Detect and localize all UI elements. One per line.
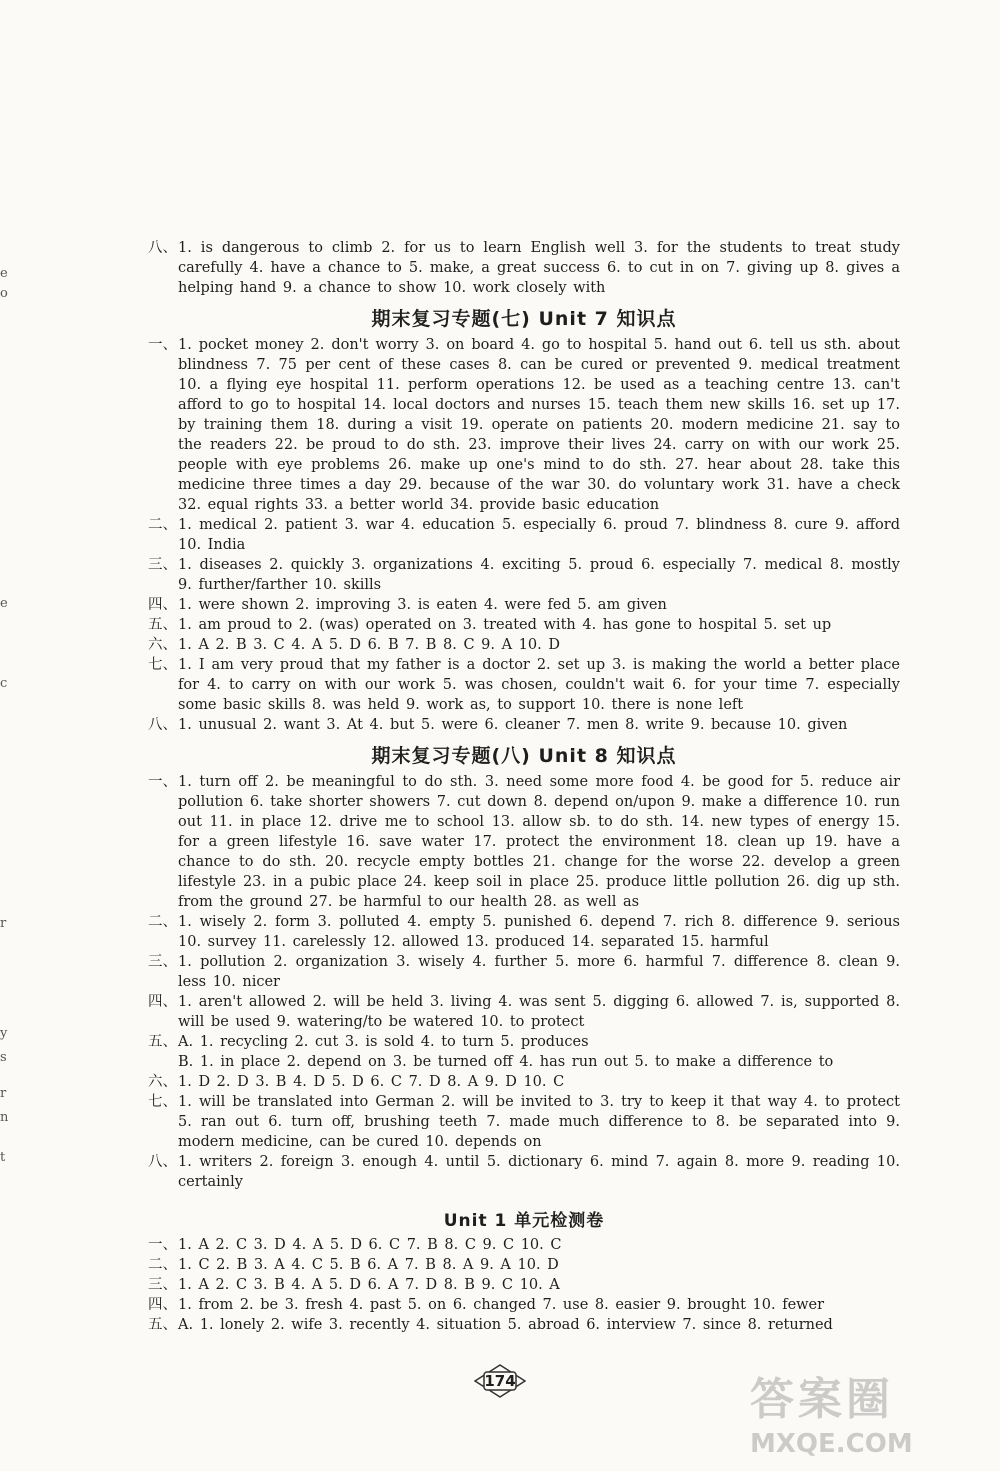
answer-block (148, 555, 900, 595)
watermark-url: MXQE.COM (750, 1429, 913, 1459)
answer-text: 1. unusual 2. want 3. At 4. but 5. were 6. cleaner 7. men 8. write 9. because 10. given (178, 717, 848, 733)
margin-char: e (0, 596, 8, 611)
section-title: 期末复习专题(七) Unit 7 知识点 (371, 308, 677, 330)
answer-text: 1. I am very proud that my father is a doctor 2. set up 3. is making the world a better place for 4. to carry on with our work 5. was chosen, couldn't wait 6. for your time 7. especially some basic skills 8. was held 9. work as, to support 10. there is none left (178, 657, 900, 713)
question-number: 二、 (148, 1257, 177, 1273)
answer-text: 1. pollution 2. organization 3. wisely 4. further 5. more 6. harmful 7. difference 8. clean 9. less 10. nicer (178, 954, 900, 990)
answer-block (148, 1275, 900, 1295)
margin-char: t (0, 1150, 6, 1165)
answer-block (148, 772, 900, 912)
answer-block (148, 655, 900, 715)
question-number: 六、 (148, 1074, 177, 1090)
question-number: 四、 (148, 1297, 177, 1313)
question-number: 四、 (148, 597, 177, 613)
margin-char: o (0, 286, 8, 301)
answer-text: 1. is dangerous to climb 2. for us to learn English well 3. for the students to treat study carefully 4. have a chance to 5. make, a great success 6. to cut in on 7. giving up 8. gives a helping hand 9. a chance to show 10. work closely with (178, 240, 900, 296)
answer-text: 1. medical 2. patient 3. war 4. education 5. especially 6. proud 7. blindness 8. cure 9. afford 10. India (178, 517, 900, 553)
answer-text: 1. A 2. B 3. C 4. A 5. D 6. B 7. B 8. C 9. A 10. D (178, 637, 560, 653)
page-number (474, 1364, 526, 1398)
margin-char: n (0, 1110, 9, 1125)
answer-block (148, 238, 900, 298)
section-title: 期末复习专题(八) Unit 8 知识点 (371, 745, 677, 767)
question-number (148, 1052, 178, 1072)
question-number: 五、 (148, 1034, 177, 1050)
margin-char: r (0, 916, 7, 931)
answer-text: 1. diseases 2. quickly 3. organizations 4. exciting 5. proud 6. especially 7. medical 8. mostly 9. further/farther 10. skills (178, 557, 900, 593)
margin-char: s (0, 1050, 7, 1065)
question-number: 二、 (148, 517, 177, 533)
question-number: 三、 (148, 557, 177, 573)
question-number: 五、 (148, 617, 177, 633)
answer-text: 1. A 2. C 3. D 4. A 5. D 6. C 7. B 8. C 9. C 10. C (178, 1237, 562, 1253)
answer-block (148, 992, 900, 1032)
answer-text: 1. D 2. D 3. B 4. D 5. D 6. C 7. D 8. A 9. D 10. C (178, 1074, 565, 1090)
answer-text: 1. writers 2. foreign 3. enough 4. until 5. dictionary 6. mind 7. again 8. more 9. reading 10. certainly (178, 1154, 900, 1190)
margin-char: y (0, 1026, 8, 1041)
answer-block (148, 1315, 900, 1335)
answer-block (148, 615, 900, 635)
question-number: 八、 (148, 240, 177, 256)
answer-block (148, 515, 900, 555)
margin-char: c (0, 676, 8, 691)
answer-block (148, 1072, 900, 1092)
question-number: 三、 (148, 954, 177, 970)
answer-text: A. 1. recycling 2. cut 3. is sold 4. to turn 5. produces (178, 1034, 589, 1050)
question-number: 四、 (148, 994, 177, 1010)
answer-page (148, 238, 900, 1335)
question-number: 一、 (148, 1237, 177, 1253)
answer-text: 1. will be translated into German 2. will be invited to 3. try to keep it that way 4. to protect 5. ran out 6. turn off, brushing teeth 7. made much difference to 8. be separated into 9. modern medicine, can be cured 10. depends on (178, 1094, 900, 1150)
answer-block (148, 1052, 900, 1072)
question-number: 一、 (148, 774, 177, 790)
watermark-logo: 答案圈 (750, 1374, 894, 1425)
answer-text: 1. from 2. be 3. fresh 4. past 5. on 6. changed 7. use 8. easier 9. brought 10. fewer (178, 1297, 825, 1313)
answer-text: B. 1. in place 2. depend on 3. be turned off 4. has run out 5. to make a difference to (178, 1054, 834, 1070)
answer-block (148, 1235, 900, 1255)
answer-block (148, 1032, 900, 1052)
answer-text: 1. aren't allowed 2. will be held 3. living 4. was sent 5. digging 6. allowed 7. is, supported 8. will be used 9. watering/to be watered 10. to protect (178, 994, 900, 1030)
question-number: 六、 (148, 637, 177, 653)
answer-block (148, 1092, 900, 1152)
answer-block (148, 595, 900, 615)
question-number: 二、 (148, 914, 177, 930)
section-title: Unit 1 单元检测卷 (443, 1211, 605, 1231)
page-number-text: 174 (484, 1372, 516, 1390)
question-number: 三、 (148, 1277, 177, 1293)
question-number: 七、 (148, 657, 177, 673)
answer-text: 1. pocket money 2. don't worry 3. on board 4. go to hospital 5. hand out 6. tell us sth. about blindness 7. 75 per cent of these cases 8. can be cured or prevented 9. medical treatment 10. a flying eye hospital 11. perform operations 12. be used as a teaching centre 13. can't afford to go to hospital 14. local doctors and nurses 15. teach them new skills 16. set up 17. by training them 18. during a visit 19. operate on patients 20. modern medicine 21. say to the readers 22. be proud to do sth. 23. improve their lives 24. carry on with our work 25. people with eye problems 26. make up one's mind to do sth. 27. hear about 28. take this medicine three times a day 29. because of the war 30. do voluntary work 31. have a check 32. equal rights 33. a better world 34. provide basic education (178, 337, 900, 513)
watermark (750, 1363, 970, 1459)
answer-text: A. 1. lonely 2. wife 3. recently 4. situation 5. abroad 6. interview 7. since 8. returned (178, 1317, 833, 1333)
answer-text: 1. wisely 2. form 3. polluted 4. empty 5. punished 6. depend 7. rich 8. difference 9. serious 10. survey 11. carelessly 12. allowed 13. produced 14. separated 15. harmful (178, 914, 900, 950)
answer-text: 1. turn off 2. be meaningful to do sth. 3. need some more food 4. be good for 5. reduce air pollution 6. take shorter showers 7. cut down 8. depend on/upon 9. make a difference 10. run out 11. in place 12. drive me to school 13. allow sb. to do sth. 14. new types of energy 15. for a green lifestyle 16. save water 17. protect the environment 18. clean up 19. have a chance to do sth. 20. recycle empty bottles 21. change for the worse 22. develop a green lifestyle 23. in a pubic place 24. keep soil in place 25. produce little pollution 26. dig up sth. from the ground 27. be harmful to our health 28. as well as (178, 774, 900, 910)
answer-block (148, 635, 900, 655)
margin-char: e (0, 266, 8, 281)
answer-block (148, 1255, 900, 1275)
question-number: 七、 (148, 1094, 177, 1110)
answer-text: 1. am proud to 2. (was) operated on 3. treated with 4. has gone to hospital 5. set up (178, 617, 832, 633)
question-number: 五、 (148, 1317, 177, 1333)
answer-block (148, 1152, 900, 1192)
question-number: 八、 (148, 717, 177, 733)
answer-block (148, 335, 900, 515)
answer-block (148, 715, 900, 735)
answer-text: 1. were shown 2. improving 3. is eaten 4. were fed 5. am given (178, 597, 667, 613)
margin-char: r (0, 1086, 7, 1101)
answer-block (148, 1295, 900, 1315)
answer-block (148, 952, 900, 992)
answer-block (148, 912, 900, 952)
answer-text: 1. A 2. C 3. B 4. A 5. D 6. A 7. D 8. B 9. C 10. A (178, 1277, 560, 1293)
question-number: 八、 (148, 1154, 177, 1170)
question-number: 一、 (148, 337, 177, 353)
answer-text: 1. C 2. B 3. A 4. C 5. B 6. A 7. B 8. A 9. A 10. D (178, 1257, 559, 1273)
